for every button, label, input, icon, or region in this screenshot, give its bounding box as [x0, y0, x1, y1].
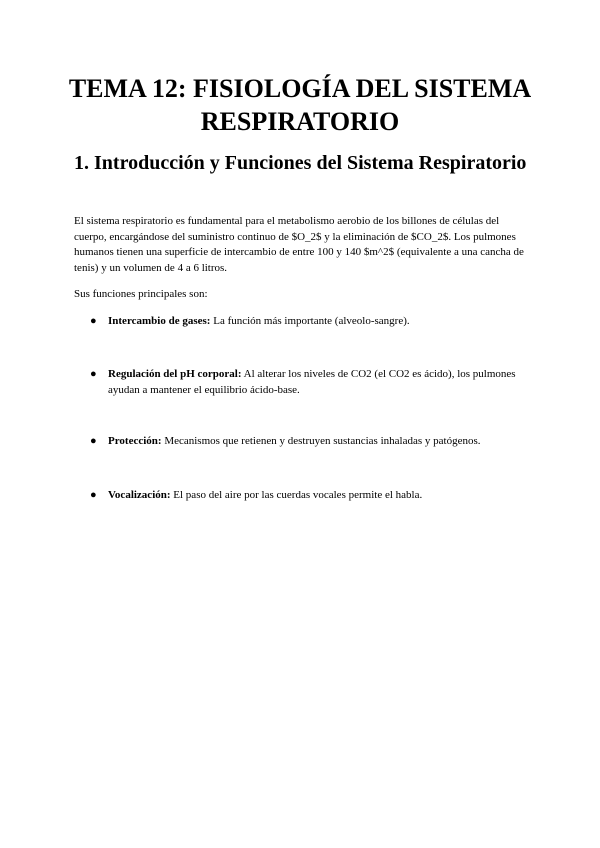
- list-item-text: [108, 434, 530, 450]
- list-item-text: [108, 488, 530, 504]
- page-title: TEMA 12: FISIOLOGÍA DEL SISTEMA RESPIRATORIO: [68, 74, 532, 136]
- list-item-description: Mecanismos que retienen y destruyen sustancias inhaladas y patógenos.: [161, 435, 481, 447]
- bullet-icon: ●: [90, 489, 97, 501]
- list-item: [90, 367, 530, 398]
- list-item-term: Regulación del pH corporal:: [108, 368, 242, 380]
- list-item-description: Al alterar los niveles de CO2 (el CO2 es ácido), los pulmones ayudan a mantener el equilibrio ácido-base.: [108, 368, 516, 396]
- list-item-text: [108, 314, 530, 330]
- list-item-text: [108, 367, 530, 398]
- list-item-term: Protección:: [108, 435, 162, 447]
- list-item: [90, 314, 530, 330]
- bullet-icon: ●: [90, 315, 97, 327]
- bullet-icon: ●: [90, 368, 97, 380]
- list-item: [90, 488, 530, 504]
- list-item-term: Vocalización:: [108, 489, 171, 501]
- section-heading: 1. Introducción y Funciones del Sistema Respiratorio: [74, 152, 527, 174]
- list-item-term: Intercambio de gases:: [108, 315, 211, 327]
- list-item-description: El paso del aire por las cuerdas vocales permite el habla.: [170, 489, 423, 501]
- functions-intro: Sus funciones principales son:: [74, 288, 208, 300]
- intro-paragraph: El sistema respiratorio es fundamental para el metabolismo aerobio de los billones de células del cuerpo, encargándose del suministro continuo de $O_2$ y la eliminación de $CO_2$. Los pulmones humanos tienen una superficie de intercambio de entre 100 y 140 $m^2$ (equivalente a una cancha de tenis) y un volumen de 4 a 6 litros.: [74, 215, 524, 274]
- bullet-icon: ●: [90, 435, 97, 447]
- list-item: [90, 434, 530, 450]
- list-item-description: La función más importante (alveolo-sangre).: [210, 315, 410, 327]
